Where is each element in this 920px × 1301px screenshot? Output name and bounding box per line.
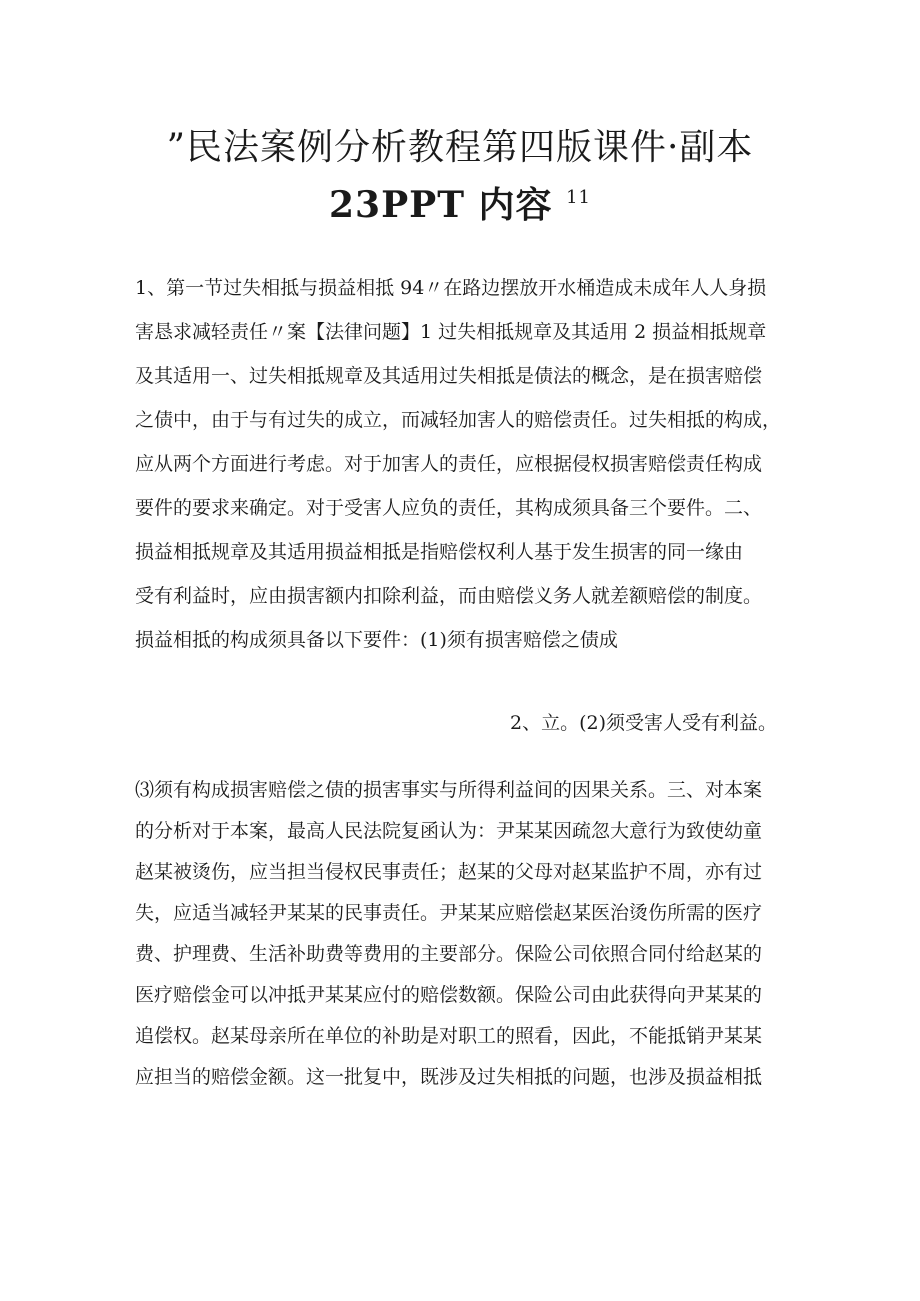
text-line: 及其适用一、过失相抵规章及其适用过失相抵是债法的概念，是在损害赔偿: [135, 365, 763, 387]
text-line: 赵某被烫伤，应当担当侵权民事责任；赵某的父母对赵某监护不周，亦有过: [135, 861, 763, 883]
text-line: ⑶须有构成损害赔偿之债的损害事实与所得利益间的因果关系。三、对本案: [135, 779, 763, 801]
text-line: 追偿权。赵某母亲所在单位的补助是对职工的照看，因此，不能抵销尹某某: [135, 1025, 763, 1047]
text-line: 要件的要求来确定。对于受害人应负的责任，其构成须具备三个要件。二、: [135, 497, 763, 519]
text-line: 损益相抵规章及其适用损益相抵是指赔偿权利人基于发生损害的同一缘由: [135, 541, 744, 563]
title-superscript: 11: [566, 187, 591, 208]
text-line: 1、第一节过失相抵与损益相抵 94〃在路边摆放开水桶造成未成年人人身损: [135, 277, 767, 299]
text-line: 的分析对于本案，最高人民法院复函认为：尹某某因疏忽大意行为致使幼童: [135, 820, 763, 842]
text-line: 损益相抵的构成须具备以下要件：(1)须有损害赔偿之债成: [135, 629, 618, 651]
document-title: ”民法案例分析教程第四版课件·副本: [166, 127, 754, 168]
section-1-paragraph: [135, 266, 795, 662]
text-line: 害恳求减轻责任〃案【法律问题】1 过失相抵规章及其适用 2 损益相抵规章: [135, 321, 767, 343]
text-line: 医疗赔偿金可以冲抵尹某某应付的赔偿数额。保险公司由此获得向尹某某的: [135, 984, 763, 1006]
text-line: 之债中，由于与有过失的成立，而减轻加害人的赔偿责任。过失相抵的构成，: [135, 409, 782, 431]
text-line: 应担当的赔偿金额。这一批复中，既涉及过失相抵的问题，也涉及损益相抵: [135, 1066, 763, 1088]
text-line: 应从两个方面进行考虑。对于加害人的责任，应根据侵权损害赔偿责任构成: [135, 453, 763, 475]
document-subtitle: [0, 176, 920, 227]
section-3-paragraph: [135, 770, 795, 1098]
text-line: 费、护理费、生活补助费等费用的主要部分。保险公司依照合同付给赵某的: [135, 943, 763, 965]
text-line: 受有利益时，应由损害额内扣除利益，而由赔偿义务人就差额赔偿的制度。: [135, 585, 763, 607]
section-2-line: 2、立。(2)须受害人受有利益。: [510, 712, 778, 734]
text-line: 失，应适当减轻尹某某的民事责任。尹某某应赔偿赵某医治烫伤所需的医疗: [135, 902, 763, 924]
document-subtitle-text: 23PPT 内容: [328, 184, 553, 226]
